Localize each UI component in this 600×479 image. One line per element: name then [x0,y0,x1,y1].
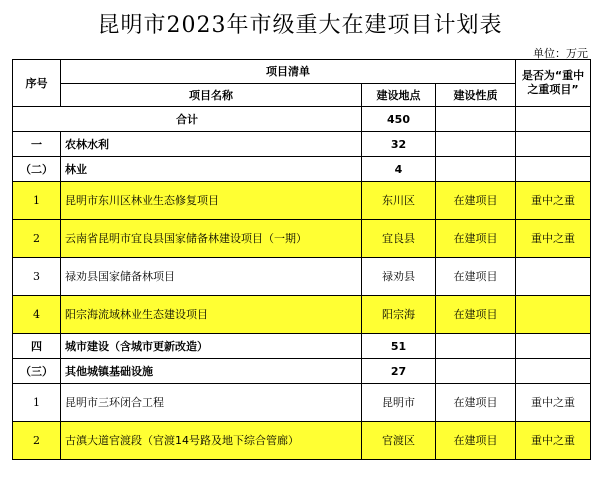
total-row [13,107,591,132]
cell-key [516,334,591,359]
cell-nature: 在建项目 [436,220,516,258]
project-row [13,220,591,258]
cell-seq: 2 [13,422,61,460]
total-label: 合计 [13,107,362,132]
header-nature: 建设性质 [436,84,516,107]
header-row-1 [13,60,591,84]
cell-seq: 3 [13,258,61,296]
cell-location: 27 [362,359,436,384]
project-row [13,182,591,220]
cell-seq: 1 [13,384,61,422]
cell-nature [436,132,516,157]
cell-name: 阳宗海流域林业生态建设项目 [61,296,362,334]
cell-name: 其他城镇基础设施 [61,359,362,384]
category-row [13,334,591,359]
cell-seq: 一 [13,132,61,157]
cell-nature [436,157,516,182]
cell-location: 昆明市 [362,384,436,422]
category-row [13,157,591,182]
cell-name: 农林水利 [61,132,362,157]
cell-seq: 2 [13,220,61,258]
cell-location: 官渡区 [362,422,436,460]
header-project-list: 项目清单 [61,60,516,84]
cell-nature [436,107,516,132]
cell-location: 禄劝县 [362,258,436,296]
cell-nature: 在建项目 [436,384,516,422]
cell-nature [436,359,516,384]
header-name: 项目名称 [61,84,362,107]
cell-location: 51 [362,334,436,359]
cell-location: 4 [362,157,436,182]
cell-key: 重中之重 [516,182,591,220]
cell-seq: 4 [13,296,61,334]
cell-location: 东川区 [362,182,436,220]
cell-key: 重中之重 [516,220,591,258]
project-row [13,296,591,334]
header-location: 建设地点 [362,84,436,107]
cell-nature [436,334,516,359]
cell-name: 古滇大道官渡段（官渡14号路及地下综合管廊） [61,422,362,460]
header-key-of-key: 是否为“重中之重项目” [516,60,591,107]
cell-name: 林业 [61,157,362,182]
category-row [13,359,591,384]
category-row [13,132,591,157]
cell-seq: （二） [13,157,61,182]
cell-seq: （三） [13,359,61,384]
cell-nature: 在建项目 [436,296,516,334]
cell-key [516,132,591,157]
cell-name: 昆明市三环闭合工程 [61,384,362,422]
header-seq: 序号 [13,60,61,107]
cell-key [516,107,591,132]
cell-name: 禄劝县国家储备林项目 [61,258,362,296]
cell-key [516,157,591,182]
total-count: 450 [362,107,436,132]
project-table [12,59,591,460]
cell-key [516,296,591,334]
cell-nature: 在建项目 [436,182,516,220]
cell-seq: 1 [13,182,61,220]
document-title: 昆明市2023年市级重大在建项目计划表 [97,13,503,38]
cell-location: 宜良县 [362,220,436,258]
cell-key: 重中之重 [516,384,591,422]
project-row [13,384,591,422]
project-row [13,422,591,460]
cell-seq: 四 [13,334,61,359]
project-row [13,258,591,296]
unit-label: 单位：万元 [533,47,588,60]
cell-nature: 在建项目 [436,258,516,296]
header-row-2 [13,84,591,107]
cell-key: 重中之重 [516,422,591,460]
cell-nature: 在建项目 [436,422,516,460]
cell-name: 城市建设（含城市更新改造） [61,334,362,359]
cell-location: 阳宗海 [362,296,436,334]
cell-key [516,359,591,384]
cell-name: 昆明市东川区林业生态修复项目 [61,182,362,220]
cell-location: 32 [362,132,436,157]
cell-name: 云南省昆明市宜良县国家储备林建设项目（一期） [61,220,362,258]
cell-key [516,258,591,296]
